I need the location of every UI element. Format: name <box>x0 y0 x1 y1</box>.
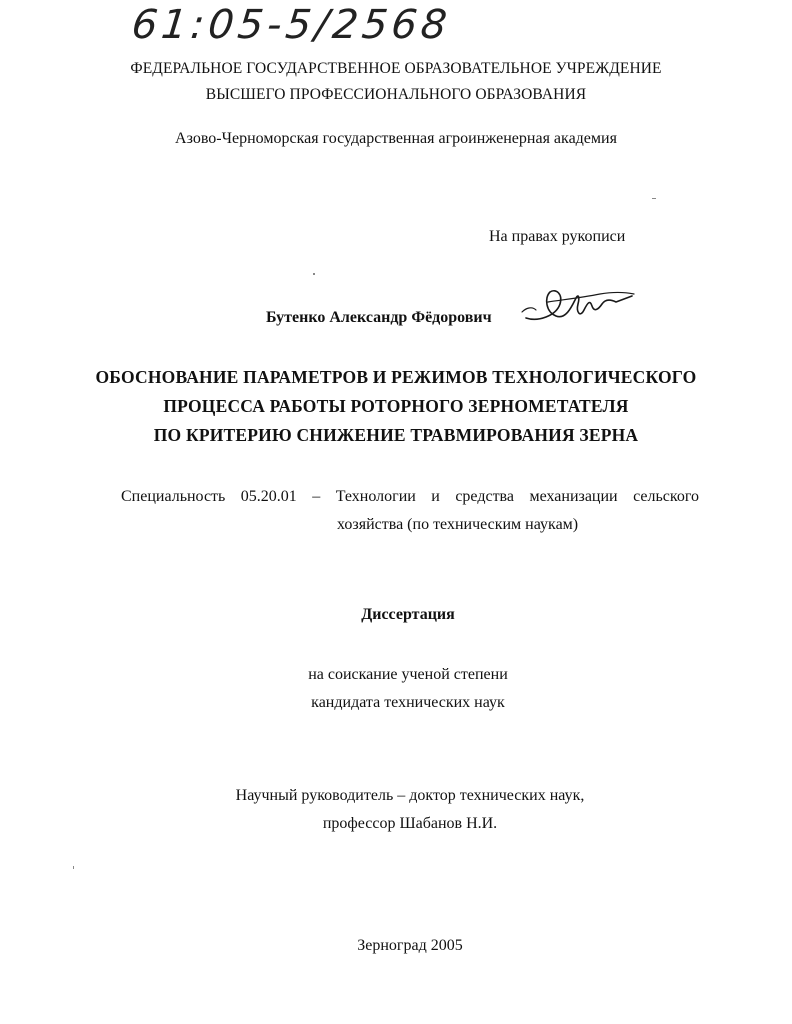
supervisor-line-2: профессор Шабанов Н.И. <box>322 815 498 832</box>
academy-name: Азово-Черноморская государственная агроинженерная академия <box>175 130 617 147</box>
title-line-1: ОБОСНОВАНИЕ ПАРАМЕТРОВ И РЕЖИМОВ ТЕХНОЛОГИЧЕСКОГО <box>95 367 697 387</box>
supervisor-line-1: Научный руководитель – доктор технических наук, <box>235 787 585 804</box>
scan-speck <box>73 866 74 869</box>
archive-code-handwritten: 61:05-5/2568 <box>129 2 453 48</box>
rights-notice: На правах рукописи <box>489 228 626 245</box>
specialty-line-1: Специальность 05.20.01 – Технологии и средства механизации сельского <box>121 488 699 505</box>
specialty-line-2: хозяйства (по техническим наукам) <box>337 516 579 533</box>
scan-speck <box>652 198 656 199</box>
document-type: Диссертация <box>361 606 455 623</box>
title-line-3: ПО КРИТЕРИЮ СНИЖЕНИЕ ТРАВМИРОВАНИЯ ЗЕРНА <box>153 425 639 445</box>
scan-speck <box>313 273 315 275</box>
author-signature <box>520 282 640 332</box>
degree-line-2: кандидата технических наук <box>311 694 505 711</box>
institution-line-2: ВЫСШЕГО ПРОФЕССИОНАЛЬНОГО ОБРАЗОВАНИЯ <box>205 86 587 103</box>
author-name: Бутенко Александр Фёдорович <box>266 309 492 326</box>
title-line-2: ПРОЦЕССА РАБОТЫ РОТОРНОГО ЗЕРНОМЕТАТЕЛЯ <box>163 396 629 416</box>
institution-line-1: ФЕДЕРАЛЬНОЕ ГОСУДАРСТВЕННОЕ ОБРАЗОВАТЕЛЬНОЕ УЧРЕЖДЕНИЕ <box>130 60 662 77</box>
degree-line-1: на соискание ученой степени <box>308 666 508 683</box>
place-and-year: Зерноград 2005 <box>357 937 463 954</box>
